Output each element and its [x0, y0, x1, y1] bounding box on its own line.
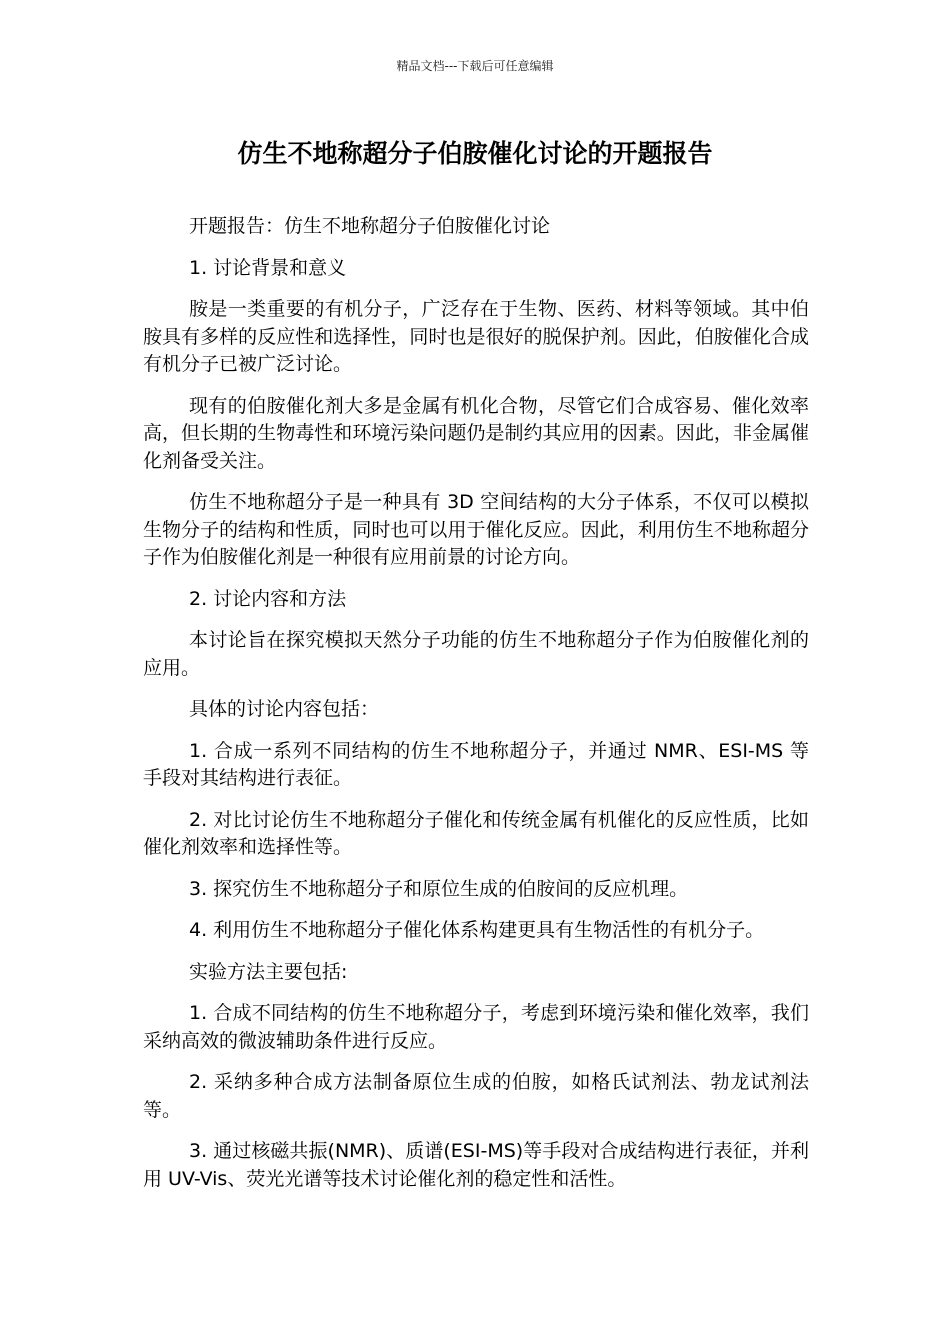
report-heading: 开题报告：仿生不地称超分子伯胺催化讨论 [189, 215, 551, 237]
paragraph-research-aim: 本讨论旨在探究模拟天然分子功能的仿生不地称超分子作为伯胺催化剂的应用。 [143, 629, 809, 679]
document-title: 仿生不地称超分子伯胺催化讨论的开题报告 [237, 139, 713, 168]
section-heading-background: 1. 讨论背景和意义 [189, 256, 347, 279]
paragraph-amine-intro: 胺是一类重要的有机分子，广泛存在于生物、医药、材料等领域。其中伯胺具有多样的反应性和选择性，同时也是很好的脱保护剂。因此，伯胺催化合成有机分子已被广泛讨论。 [143, 298, 809, 375]
method-item: 1. 合成不同结构的仿生不地称超分子，考虑到环境污染和催化效率，我们采纳高效的微波辅助条件进行反应。 [143, 1002, 809, 1052]
method-item: 3. 通过核磁共振(NMR)、质谱(ESI-MS)等手段对合成结构进行表征，并利用 UV-Vis、荧光光谱等技术讨论催化剂的稳定性和活性。 [143, 1140, 809, 1190]
page-header-note: 精品文档---下载后可任意编辑 [396, 59, 554, 73]
methods-list-heading: 实验方法主要包括: [189, 960, 348, 983]
method-item: 2. 采纳多种合成方法制备原位生成的伯胺，如格氏试剂法、勃龙试剂法等。 [143, 1071, 809, 1121]
document-body [143, 213, 809, 1207]
content-item: 4. 利用仿生不地称超分子催化体系构建更具有生物活性的有机分子。 [189, 919, 765, 941]
paragraph-supramolecule: 仿生不地称超分子是一种具有 3D 空间结构的大分子体系，不仅可以模拟生物分子的结构和性质，同时也可以用于催化反应。因此，利用仿生不地称超分子作为伯胺催化剂是一种很有应用前景的讨论方向。 [143, 491, 809, 568]
section-heading-content-methods: 2. 讨论内容和方法 [189, 587, 347, 610]
content-item: 1. 合成一系列不同结构的仿生不地称超分子，并通过 NMR、ESI-MS 等手段对其结构进行表征。 [143, 739, 809, 789]
content-item: 2. 对比讨论仿生不地称超分子催化和传统金属有机催化的反应性质，比如催化剂效率和选择性等。 [143, 808, 809, 858]
content-item: 3. 探究仿生不地称超分子和原位生成的伯胺间的反应机理。 [189, 877, 689, 900]
paragraph-metal-catalysts: 现有的伯胺催化剂大多是金属有机化合物，尽管它们合成容易、催化效率高，但长期的生物毒性和环境污染问题仍是制约其应用的因素。因此，非金属催化剂备受关注。 [143, 394, 809, 472]
content-list-heading: 具体的讨论内容包括： [189, 698, 380, 720]
